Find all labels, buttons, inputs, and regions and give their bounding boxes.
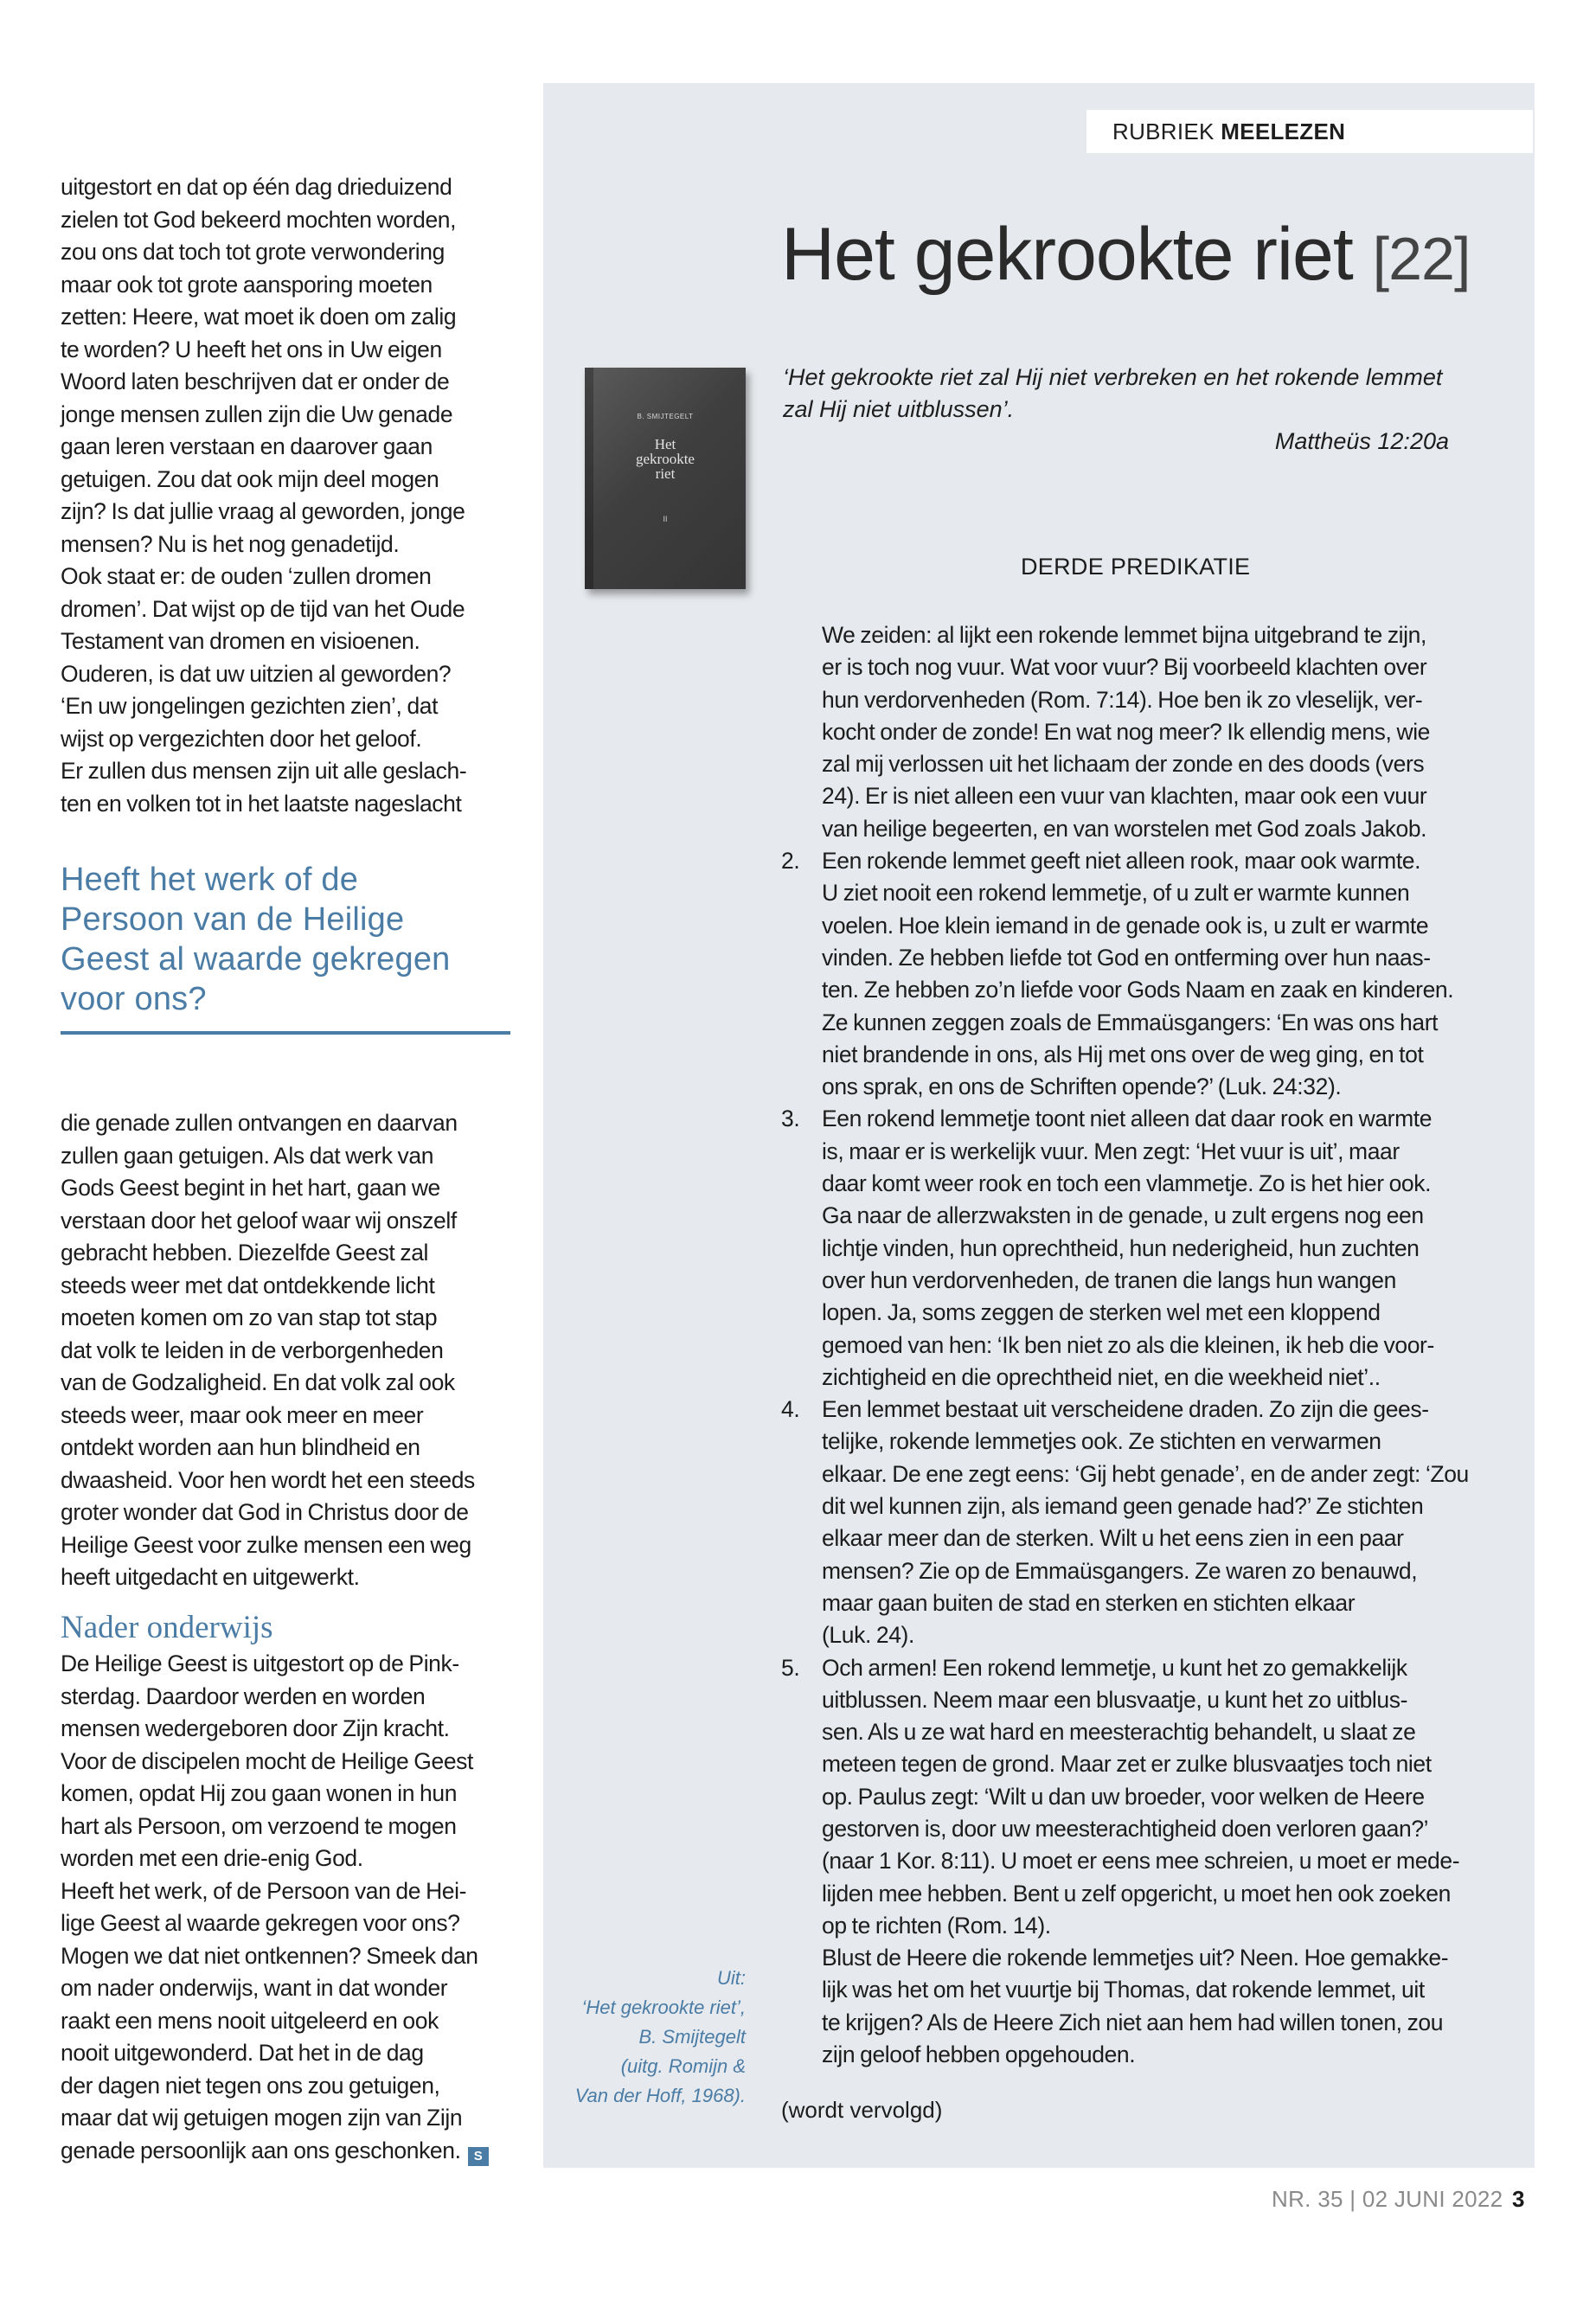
rubriek-name: MEELEZEN xyxy=(1221,119,1346,144)
article-line-text: uitblussen. Neem maar een blusvaatje, u kunt het zo uitblus- xyxy=(822,1686,1408,1713)
paragraph-line: om nader onderwijs, want in dat wonder xyxy=(61,1975,448,2001)
paragraph-line: Woord laten beschrijven dat er onder de xyxy=(61,369,450,394)
article-line-text: maar gaan buiten de stad en sterken en stichten elkaar xyxy=(822,1589,1356,1616)
paragraph-line: zou ons dat toch tot grote verwondering xyxy=(61,239,445,265)
article-line-text: (Luk. 24). xyxy=(822,1622,914,1649)
paragraph-line: ontdekt worden aan hun blindheid en xyxy=(61,1434,420,1460)
article-line xyxy=(781,1136,1499,1168)
article-line xyxy=(781,1716,1499,1748)
paragraph-line: maar dat wij getuigen mogen zijn van Zijn xyxy=(61,2105,463,2131)
article-line xyxy=(781,1781,1499,1813)
article-line xyxy=(781,2007,1499,2039)
article-line xyxy=(781,1942,1499,1974)
paragraph-line: heeft uitgedacht en uitgewerkt. xyxy=(61,1564,360,1590)
paragraph-line: zullen gaan getuigen. Als dat werk van xyxy=(61,1142,434,1169)
article-line xyxy=(781,1071,1499,1103)
article-line-text: gestorven is, door uw meesterachtigheid doen verloren gaan?’ xyxy=(822,1815,1429,1842)
article-line-text: er is toch nog vuur. Wat voor vuur? Bij voorbeeld klachten over xyxy=(822,654,1427,681)
article-line-text: lijk was het om het vuurtje bij Thomas, dat rokende lemmet, uit xyxy=(822,1977,1425,2003)
article-line xyxy=(781,1394,1499,1426)
article-line-text: voelen. Hoe klein iemand in de genade ook is, u zult er warmte xyxy=(822,912,1429,939)
article-line-text: hun verdorvenheden (Rom. 7:14). Hoe ben ik zo vleselijk, ver- xyxy=(822,686,1423,713)
article-line-text: Een rokende lemmet geeft niet alleen rook, maar ook warmte. xyxy=(822,848,1421,875)
article-line xyxy=(781,1200,1499,1232)
article-motto xyxy=(783,362,1475,426)
article-line-text: ons sprak, en ons de Schriften opende?’ (Luk. 24:32). xyxy=(822,1074,1342,1100)
article-line-text: Blust de Heere die rokende lemmetjes uit? Neen. Hoe gemakke- xyxy=(822,1945,1449,1971)
pullquote-line: Heeft het werk of de xyxy=(61,862,359,898)
article-number: [22] xyxy=(1372,225,1471,292)
article-line-text: van heilige begeerten, en van worstelen met God zoals Jakob. xyxy=(822,815,1427,842)
article-line xyxy=(781,780,1499,812)
article-line xyxy=(781,813,1499,845)
paragraph-line: hart als Persoon, om verzoend te mogen xyxy=(61,1812,457,1839)
book-cover-volume: II xyxy=(663,515,668,523)
book-cover-title xyxy=(585,437,746,481)
article-line xyxy=(781,1555,1499,1587)
pullquote-text xyxy=(61,860,512,1019)
article-line-text: lopen. Ja, soms zeggen de sterken wel met een kloppend xyxy=(822,1299,1381,1326)
pullquote-rule xyxy=(61,1031,510,1035)
article-line-text: ten. Ze hebben zo’n liefde voor Gods Naam en zaak en kinderen. xyxy=(822,977,1454,1003)
article-line-text: zijn geloof hebben opgehouden. xyxy=(822,2041,1136,2068)
paragraph-line: mensen wedergeboren door Zijn kracht. xyxy=(61,1715,450,1741)
article-line xyxy=(781,1974,1499,2006)
paragraph-line: jonge mensen zullen zijn die Uw genade xyxy=(61,401,453,427)
article-line-text: is, maar er is werkelijk vuur. Men zegt: ‘Het vuur is uit’, maar xyxy=(822,1138,1400,1164)
paragraph-line: uitgestort en dat op één dag drieduizend xyxy=(61,174,452,200)
article-line-text: sen. Als u ze wat hard en meesterachtig behandelt, u slaat ze xyxy=(822,1719,1416,1746)
article-line-text: dit wel kunnen zijn, als iemand geen genade had?’ Ze stichten xyxy=(822,1493,1424,1520)
rubriek-label xyxy=(1086,110,1533,153)
article-line xyxy=(781,748,1499,780)
book-cover-title-line: gekrookte xyxy=(636,451,695,467)
article-line-text: telijke, rokende lemmetjes ook. Ze stichten en verwarmen xyxy=(822,1428,1381,1455)
article-line xyxy=(781,1168,1499,1200)
paragraph-line: dat volk te leiden in de verborgenheden xyxy=(61,1336,444,1363)
motto-line: zal Hij niet uitblussen’. xyxy=(783,396,1015,422)
article-line xyxy=(781,1458,1499,1490)
paragraph-line: Ook staat er: de ouden ‘zullen dromen xyxy=(61,563,432,589)
paragraph-line: steeds weer met dat ontdekkende licht xyxy=(61,1272,435,1298)
article-line-text: op te richten (Rom. 14). xyxy=(822,1912,1051,1939)
page-number: 3 xyxy=(1512,2186,1525,2212)
article-line-text: Och armen! Een rokend lemmetje, u kunt het zo gemakkelijk xyxy=(822,1654,1407,1681)
paragraph-line: zetten: Heere, wat moet ik doen om zalig xyxy=(61,304,457,330)
rubriek-prefix: RUBRIEK xyxy=(1112,119,1215,144)
paragraph-line: maar ook tot grote aansporing moeten xyxy=(61,271,433,298)
paragraph-line: der dagen niet tegen ons zou getuigen, xyxy=(61,2072,440,2099)
article-line xyxy=(781,1587,1499,1619)
article-line-text: daar komt weer rook en toch een vlammetje. Zo is het hier ook. xyxy=(822,1170,1432,1197)
article-line xyxy=(781,1845,1499,1877)
article-line xyxy=(781,877,1499,909)
article-line xyxy=(781,1039,1499,1071)
paragraph-line: raakt een mens nooit uitgeleerd en ook xyxy=(61,2007,439,2034)
caption-line: B. Smijtegelt xyxy=(638,2026,746,2048)
article-line-text: elkaar. De ene zegt eens: ‘Gij hebt genade’, en de ander zegt: ‘Zou xyxy=(822,1460,1469,1487)
article-line-text: Een lemmet bestaat uit verscheidene draden. Zo zijn die gees- xyxy=(822,1396,1429,1423)
paragraph-line: ‘En uw jongelingen gezichten zien’, dat xyxy=(61,693,439,719)
article-line xyxy=(781,974,1499,1006)
pullquote-line: Geest al waarde gekregen xyxy=(61,941,451,977)
article-line-text: zal mij verlossen uit het lichaam der zonde en des doods (vers xyxy=(822,751,1425,778)
article-line-text: zichtigheid en die oprechtheid niet, en die weekheid niet’.. xyxy=(822,1363,1381,1390)
article-line xyxy=(781,619,1499,651)
article-line xyxy=(781,684,1499,716)
article-line-text: kocht onder de zonde! En wat nog meer? Ik ellendig mens, wie xyxy=(822,718,1431,745)
article-line xyxy=(781,1426,1499,1458)
motto-line: ‘Het gekrookte riet zal Hij niet verbreken en het rokende lemmet xyxy=(783,364,1443,390)
point-number: 5. xyxy=(781,1654,800,1681)
book-cover-title-line: Het xyxy=(654,436,676,452)
paragraph-line: Voor de discipelen mocht de Heilige Geest xyxy=(61,1747,473,1774)
paragraph-line: De Heilige Geest is uitgestort op de Pink- xyxy=(61,1650,459,1676)
paragraph-line: zijn? Is dat jullie vraag al geworden, jonge xyxy=(61,498,465,524)
to-be-continued: (wordt vervolgd) xyxy=(781,2097,943,2123)
article-line xyxy=(781,716,1499,748)
paragraph-line: te worden? U heeft het ons in Uw eigen xyxy=(61,336,442,362)
caption-line: Uit: xyxy=(717,1967,746,1989)
pullquote-line: voor ons? xyxy=(61,981,207,1017)
article-line xyxy=(781,1652,1499,1684)
article-line-text: gemoed van hen: ‘Ik ben niet zo als die kleinen, ik heb die voor- xyxy=(822,1331,1434,1358)
article-line xyxy=(781,942,1499,974)
paragraph-line: gaan leren verstaan en daarover gaan xyxy=(61,433,433,459)
image-caption xyxy=(554,1964,746,2111)
caption-line: Van der Hoff, 1968). xyxy=(574,2085,746,2106)
paragraph-line: ten en volken tot in het laatste nageslacht xyxy=(61,790,462,817)
paragraph-line: verstaan door het geloof waar wij onszelf xyxy=(61,1207,457,1234)
paragraph-line: getuigen. Zou dat ook mijn deel mogen xyxy=(61,465,439,492)
article-line-text: Een rokend lemmetje toont niet alleen dat daar rook en warmte xyxy=(822,1106,1433,1132)
paragraph-line: lige Geest al waarde gekregen voor ons? xyxy=(61,1910,460,1936)
caption-line: ‘Het gekrookte riet’, xyxy=(581,1997,746,2018)
end-of-article-icon: S xyxy=(468,2147,489,2166)
article-line-text: over hun verdorvenheden, de tranen die langs hun wangen xyxy=(822,1266,1396,1293)
article-line-text: Ga naar de allerzwaksten in de genade, u zult ergens nog een xyxy=(822,1202,1424,1229)
paragraph-line: Gods Geest begint in het hart, gaan we xyxy=(61,1175,440,1201)
paragraph-line: Heilige Geest voor zulke mensen een weg xyxy=(61,1531,471,1558)
book-cover-image xyxy=(585,368,746,589)
issue-footer: NR. 35 | 02 JUNI 2022 xyxy=(1272,2186,1503,2212)
paragraph-line: Er zullen dus mensen zijn uit alle geslach- xyxy=(61,758,467,784)
left-paragraph-2 xyxy=(61,1107,510,1594)
article-line xyxy=(781,910,1499,942)
paragraph-line: komen, opdat Hij zou gaan wonen in hun xyxy=(61,1780,458,1806)
article-line-text: vinden. Ze hebben liefde tot God en ontferming over hun naas- xyxy=(822,944,1431,971)
article-line xyxy=(781,1619,1499,1651)
book-cover-author: B. SMIJTEGELT xyxy=(637,413,694,420)
article-line xyxy=(781,1362,1499,1394)
paragraph-line: van de Godzaligheid. En dat volk zal ook xyxy=(61,1369,455,1395)
article-body xyxy=(781,619,1499,2071)
paragraph-line: Mogen we dat niet ontkennen? Smeek dan xyxy=(61,1942,478,1969)
article-line-text: lijden mee hebben. Bent u zelf opgericht, u moet hen ook zoeken xyxy=(822,1880,1451,1907)
paragraph-line: nooit uitgewonderd. Dat het in de dag xyxy=(61,2040,424,2066)
paragraph-line: gebracht hebben. Diezelfde Geest zal xyxy=(61,1240,429,1266)
article-line xyxy=(781,1748,1499,1780)
paragraph-line: mensen? Nu is het nog genadetijd. xyxy=(61,530,400,557)
paragraph-line: worden met een drie-enig God. xyxy=(61,1845,363,1871)
paragraph-line: genade persoonlijk aan ons geschonken. S xyxy=(61,2135,510,2168)
article-line xyxy=(781,845,1499,877)
article-line xyxy=(781,1522,1499,1554)
book-cover-title-line: riet xyxy=(655,465,676,482)
paragraph-line: dromen’. Dat wijst op de tijd van het Oude xyxy=(61,595,465,622)
paragraph-line: dwaasheid. Voor hen wordt het een steeds xyxy=(61,1466,475,1493)
paragraph-line: die genade zullen ontvangen en daarvan xyxy=(61,1110,458,1136)
paragraph-line: groter wonder dat God in Christus door de xyxy=(61,1499,469,1525)
article-line-text: lichtje vinden, hun oprechtheid, hun nederigheid, hun zuchten xyxy=(822,1234,1420,1261)
article-line-text: Ze kunnen zeggen zoals de Emmaüsgangers: ‘En was ons hart xyxy=(822,1009,1439,1035)
article-line xyxy=(781,1878,1499,1910)
article-line-text: We zeiden: al lijkt een rokende lemmet bijna uitgebrand te zijn, xyxy=(822,622,1426,648)
paragraph-line: steeds weer, maar ook meer en meer xyxy=(61,1401,424,1428)
pullquote-line: Persoon van de Heilige xyxy=(61,901,405,938)
left-paragraph-1 xyxy=(61,171,510,820)
article-line xyxy=(781,1490,1499,1522)
section-label: DERDE PREDIKATIE xyxy=(1021,554,1251,580)
article-line xyxy=(781,1007,1499,1039)
motto-reference: Mattheüs 12:20a xyxy=(1274,428,1449,454)
left-paragraph-3 xyxy=(61,1648,510,2167)
article-line xyxy=(781,1813,1499,1845)
paragraph-line: moeten komen om zo van stap tot stap xyxy=(61,1304,438,1330)
paragraph-line: sterdag. Daardoor werden en worden xyxy=(61,1682,426,1709)
article-line xyxy=(781,1265,1499,1297)
article-line xyxy=(781,1233,1499,1265)
point-number: 2. xyxy=(781,848,800,875)
pullquote xyxy=(61,860,512,1035)
article-line-text: op. Paulus zegt: ‘Wilt u dan uw broeder, voor welken de Heere xyxy=(822,1783,1425,1810)
article-line xyxy=(781,651,1499,683)
article-line xyxy=(781,1330,1499,1362)
article-line-text: elkaar meer dan de sterken. Wilt u het eens zien in een paar xyxy=(822,1525,1404,1552)
subheading: Nader onderwijs xyxy=(61,1610,273,1645)
point-number: 3. xyxy=(781,1106,800,1132)
paragraph-line: Heeft het werk, of de Persoon van de Hei- xyxy=(61,1877,467,1904)
article-line-text: (naar 1 Kor. 8:11). U moet er eens mee schreien, u moet er mede- xyxy=(822,1848,1460,1875)
article-line-text: mensen? Zie op de Emmaüsgangers. Ze waren zo benauwd, xyxy=(822,1557,1418,1584)
article-line-text: te krijgen? Als de Heere Zich niet aan hem had willen tonen, zou xyxy=(822,2009,1444,2035)
article-line xyxy=(781,1684,1499,1716)
point-number: 4. xyxy=(781,1396,800,1423)
article-line xyxy=(781,2039,1499,2071)
article-line-text: U ziet nooit een rokend lemmetje, of u zult er warmte kunnen xyxy=(822,880,1410,907)
article-line-text: meteen tegen de grond. Maar zet er zulke blusvaatjes toch niet xyxy=(822,1751,1432,1778)
caption-line: (uitg. Romijn & xyxy=(620,2055,746,2077)
article-line xyxy=(781,1103,1499,1135)
paragraph-line: wijst op vergezichten door het geloof. xyxy=(61,725,422,752)
article-line xyxy=(781,1910,1499,1942)
paragraph-line: Testament van dromen en visioenen. xyxy=(61,628,420,654)
paragraph-line: Ouderen, is dat uw uitzien al geworden? xyxy=(61,660,452,687)
article-line xyxy=(781,1297,1499,1329)
paragraph-line: zielen tot God bekeerd mochten worden, xyxy=(61,206,457,233)
article-line-text: niet brandende in ons, als Hij met ons over de weg ging, en tot xyxy=(822,1041,1424,1067)
article-title-text: Het gekrookte riet xyxy=(781,213,1353,296)
article-line-text: 24). Er is niet alleen een vuur van klachten, maar ook een vuur xyxy=(822,783,1427,810)
article-title xyxy=(781,211,1470,302)
